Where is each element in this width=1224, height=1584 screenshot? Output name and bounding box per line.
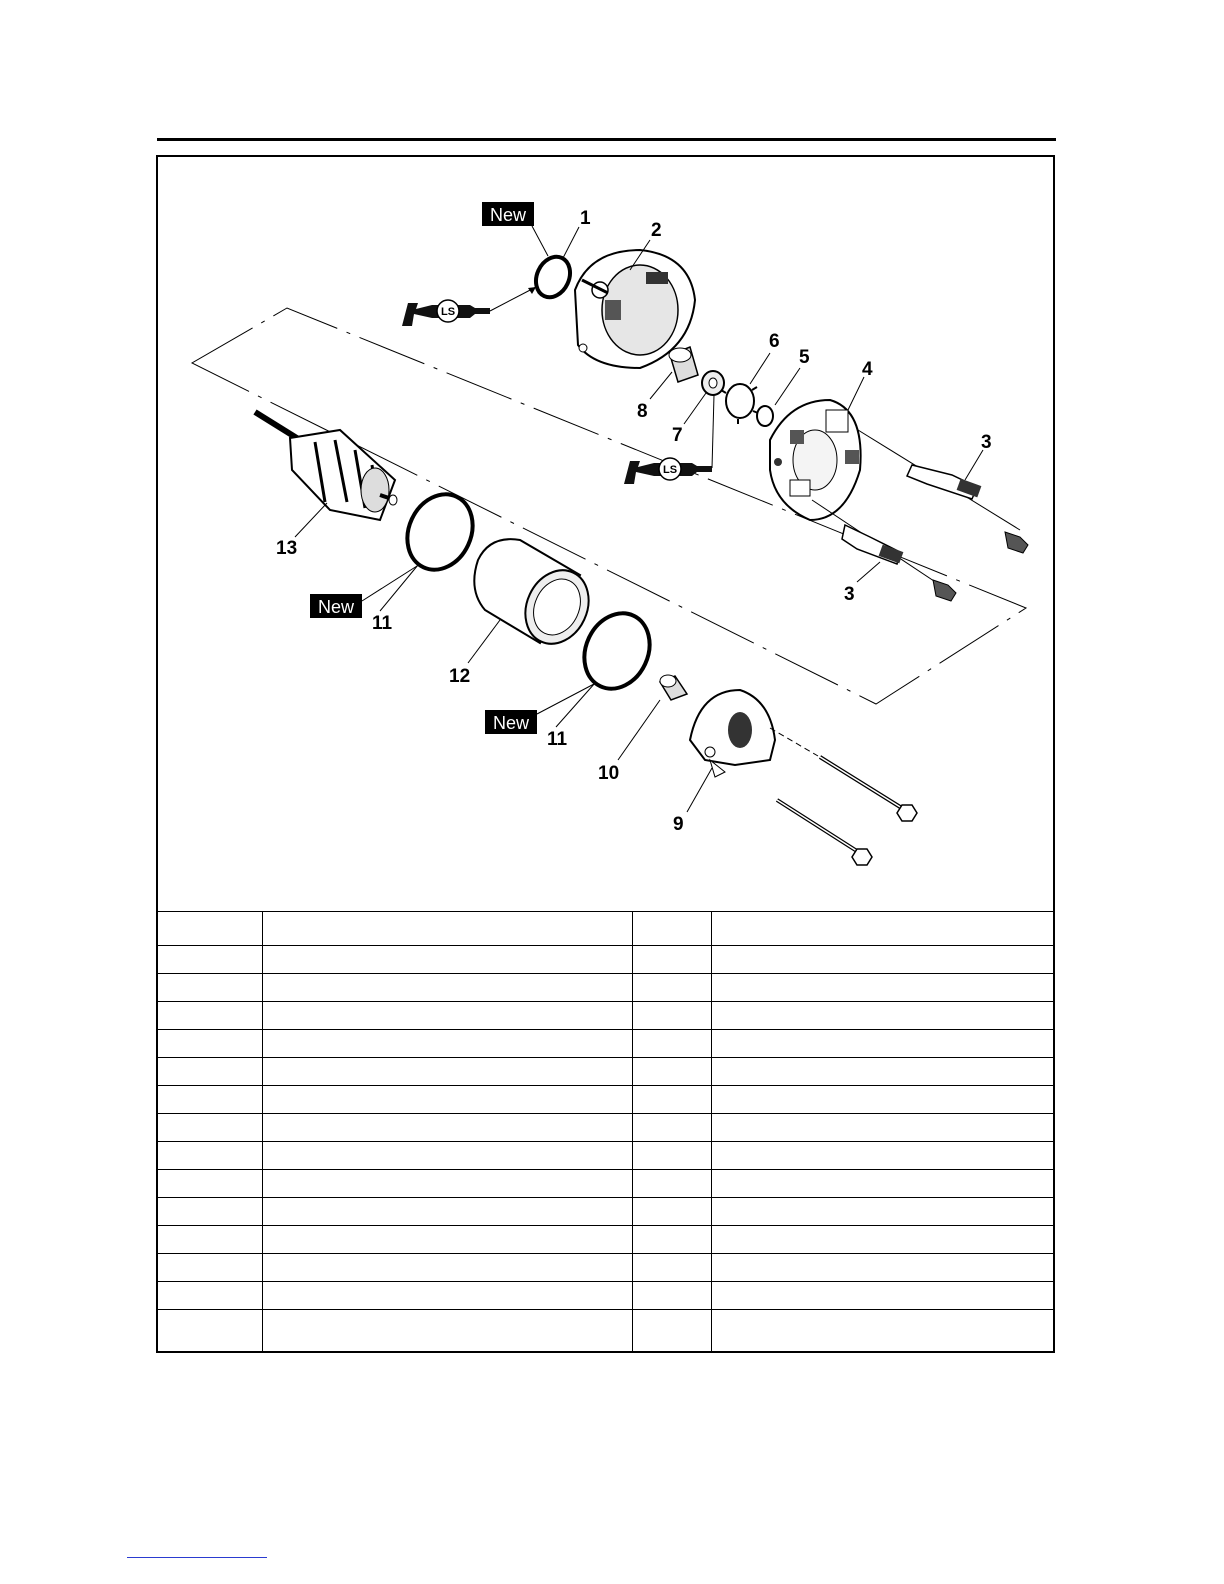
table-cell [158, 912, 262, 946]
footer-link-underline[interactable] [127, 1557, 267, 1558]
table-cell [632, 1310, 711, 1354]
table-cell [711, 1086, 1055, 1114]
new-badge [482, 202, 548, 256]
table-cell [711, 1142, 1055, 1170]
new-label: New [489, 205, 527, 225]
table-cell [262, 1282, 632, 1310]
table-cell [711, 1002, 1055, 1030]
new-label: New [317, 597, 355, 617]
callout-1: 1 [580, 208, 591, 229]
front-cover-9 [690, 690, 775, 777]
table-row [158, 1142, 1055, 1170]
table-row [158, 946, 1055, 974]
callout-7: 7 [672, 425, 683, 446]
table-cell [632, 1030, 711, 1058]
yoke-12 [474, 539, 600, 654]
brush-3-lower [812, 500, 956, 601]
callout-2: 2 [651, 220, 662, 241]
table-row [158, 1086, 1055, 1114]
callout-10: 10 [598, 763, 620, 784]
table-cell [632, 912, 711, 946]
table-cell [158, 1310, 262, 1354]
callout-13: 13 [276, 538, 298, 559]
oil-seal-7 [702, 371, 724, 395]
table-cell [262, 1226, 632, 1254]
table-cell [158, 1086, 262, 1114]
table-cell [158, 974, 262, 1002]
bushing-10 [660, 675, 687, 700]
table-cell [632, 1058, 711, 1086]
callout-6: 6 [769, 331, 780, 352]
table-cell [711, 1170, 1055, 1198]
o-ring-11-upper [395, 484, 484, 581]
table-cell [711, 1058, 1055, 1086]
callout-11: 11 [372, 613, 393, 634]
new-label: New [492, 713, 530, 733]
assembly-outline [192, 308, 1026, 704]
table-row [158, 1114, 1055, 1142]
table-cell [262, 1002, 632, 1030]
table-cell [262, 1086, 632, 1114]
table-cell [632, 1114, 711, 1142]
table-cell [632, 1142, 711, 1170]
table-cell [711, 1310, 1055, 1354]
table-cell [262, 974, 632, 1002]
callout-3: 3 [844, 584, 855, 605]
table-cell [158, 1226, 262, 1254]
table-row [158, 1254, 1055, 1282]
table-cell [158, 1030, 262, 1058]
washer-5 [757, 406, 773, 426]
table-cell [262, 1142, 632, 1170]
new-badge [485, 684, 594, 734]
table-cell [158, 1170, 262, 1198]
through-bolt-lower [777, 800, 872, 865]
table-cell [632, 1226, 711, 1254]
table-row [158, 974, 1055, 1002]
table-cell [158, 1142, 262, 1170]
table-cell [158, 1282, 262, 1310]
table-cell [262, 1030, 632, 1058]
table-cell [158, 946, 262, 974]
table-cell [711, 1226, 1055, 1254]
through-bolt-upper [770, 728, 917, 821]
table-row [158, 1226, 1055, 1254]
table-cell [711, 912, 1055, 946]
table-cell [711, 1030, 1055, 1058]
table-cell [632, 1002, 711, 1030]
table-cell [632, 1086, 711, 1114]
table-row [158, 1030, 1055, 1058]
new-badge [310, 566, 417, 618]
callout-4: 4 [862, 359, 873, 380]
table-row [158, 1282, 1055, 1310]
parts-table [158, 911, 1055, 1353]
table-cell [711, 1198, 1055, 1226]
table-cell [158, 1114, 262, 1142]
table-cell [158, 1254, 262, 1282]
table-cell [262, 1198, 632, 1226]
table-cell [262, 1310, 632, 1354]
table-cell [632, 1198, 711, 1226]
table-cell [711, 1114, 1055, 1142]
table-cell [711, 974, 1055, 1002]
table-row [158, 912, 1055, 946]
table-cell [158, 1002, 262, 1030]
table-cell [632, 1170, 711, 1198]
bearing-8 [669, 347, 698, 382]
callout-5: 5 [799, 347, 810, 368]
table-cell [262, 946, 632, 974]
table-row [158, 1058, 1055, 1086]
o-ring-1 [530, 251, 577, 303]
table-cell [632, 1282, 711, 1310]
table-row [158, 1170, 1055, 1198]
callout-11: 11 [547, 729, 568, 750]
table-cell [158, 1198, 262, 1226]
table-cell [262, 1170, 632, 1198]
table-cell [632, 946, 711, 974]
table-row [158, 1002, 1055, 1030]
callout-3: 3 [981, 432, 992, 453]
ls-label: LS [440, 306, 456, 318]
table-cell [262, 912, 632, 946]
table-cell [262, 1058, 632, 1086]
table-cell [711, 1282, 1055, 1310]
ls-grease-icon [402, 287, 536, 326]
ls-label: LS [662, 464, 678, 476]
brush-3-upper [858, 430, 1028, 553]
table-row [158, 1198, 1055, 1226]
table-cell [262, 1254, 632, 1282]
table-cell [632, 974, 711, 1002]
table-cell [632, 1254, 711, 1282]
callout-12: 12 [449, 666, 471, 687]
table-cell [262, 1114, 632, 1142]
table-cell [711, 946, 1055, 974]
table-row [158, 1310, 1055, 1354]
table-cell [158, 1058, 262, 1086]
lock-washer-6 [721, 384, 758, 424]
table-cell [711, 1254, 1055, 1282]
callout-8: 8 [637, 401, 648, 422]
parts-table-body [158, 912, 1055, 1354]
callout-9: 9 [673, 814, 684, 835]
